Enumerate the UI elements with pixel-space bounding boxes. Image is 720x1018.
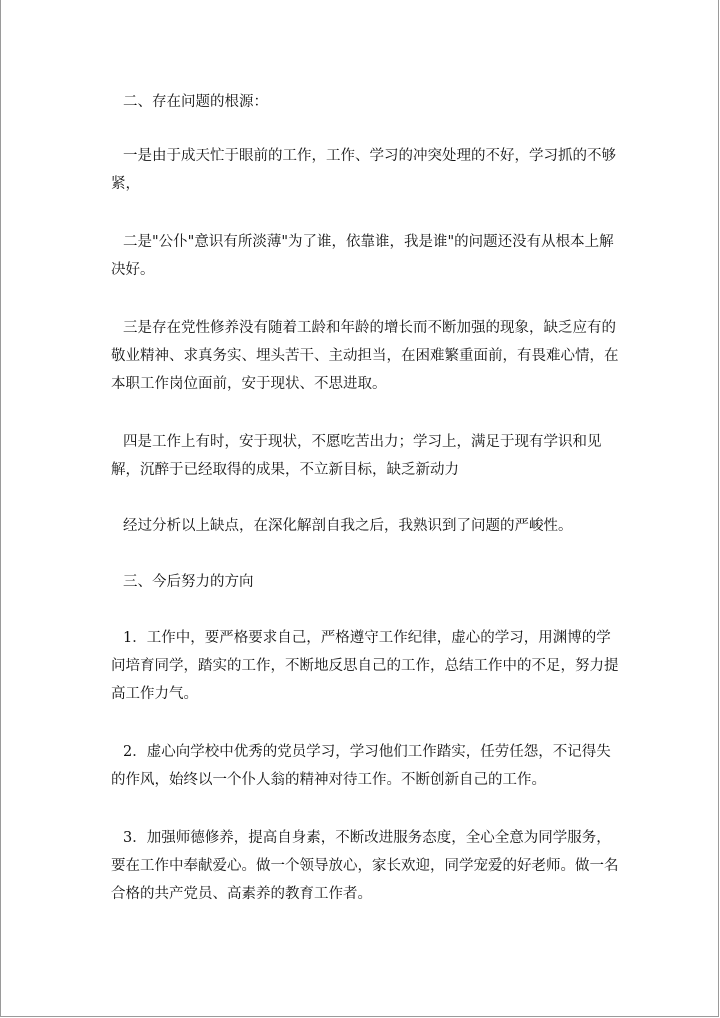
paragraph-direction-1: 1．工作中，要严格要求自己，严格遵守工作纪律，虚心的学习，用渊博的学问培育同学，踏实的工作，不断地反思自己的工作，总结工作中的不足，努力提高工作力气。 [111,630,619,702]
paragraph-cause-2: 二是"公仆"意识有所淡薄"为了谁，依靠谁，我是谁"的问题还没有从根本上解决好。 [111,234,614,278]
paragraph-direction-2: 2．虚心向学校中优秀的党员学习，学习他们工作踏实，任劳任怨，不记得失的作风，始终以一个仆人翁的精神对待工作。不断创新自己的工作。 [111,744,611,788]
paragraph-direction-3: 3．加强师德修养，提高自身素，不断改进服务态度，全心全意为同学服务，要在工作中奉献爱心。做一个领导放心，家长欢迎，同学宠爱的好老师。做一名合格的共产党员、高素养的教育工作者。 [111,830,619,902]
paragraph-cause-4: 四是工作上有时，安于现状，不愿吃苦出力；学习上，满足于现有学识和见解，沉醉于已经取得的成果，不立新目标，缺乏新动力 [111,434,602,478]
paragraph-conclusion: 经过分析以上缺点，在深化解剖自我之后，我熟识到了问题的严峻性。 [123,518,573,534]
section-heading-root-causes: 二、存在问题的根源： [123,94,268,110]
paragraph-cause-1: 一是由于成天忙于眼前的工作，工作、学习的冲突处理的不好，学习抓的不够紧， [111,148,616,192]
section-heading-future-direction: 三、今后努力的方向 [123,574,254,590]
paragraph-cause-3: 三是存在党性修养没有随着工龄和年龄的增长而不断加强的现象，缺乏应有的敬业精神、求真务实、埋头苦干、主动担当，在困难繁重面前，有畏难心情，在本职工作岗位面前，安于现状、不思进取。 [111,320,619,392]
